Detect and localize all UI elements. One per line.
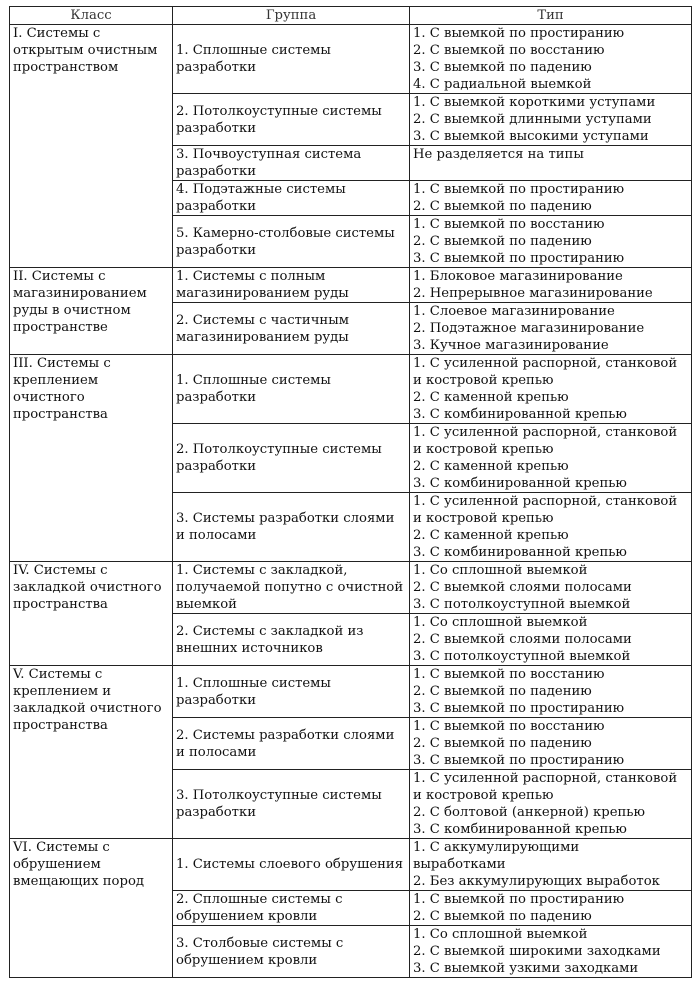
type-line: 2. С выемкой слоями полосами <box>413 632 632 647</box>
type-cell <box>410 303 692 355</box>
group-cell: 2. Системы с частичным магазинированием руды <box>173 303 410 355</box>
group-cell: 4. Подэтажные системы разработки <box>173 181 410 216</box>
group-cell: 5. Камерно-столбовые системы разработки <box>173 216 410 268</box>
type-line: 3. С выемкой по падению <box>413 60 592 75</box>
table-container <box>9 6 691 978</box>
group-cell: 1. Сплошные системы разработки <box>173 25 410 94</box>
table-body <box>10 25 692 978</box>
group-cell: 1. Системы с закладкой, получаемой попутно с очистной выемкой <box>173 562 410 614</box>
group-cell: 3. Столбовые системы с обрушением кровли <box>173 926 410 978</box>
mining-systems-table <box>9 6 692 978</box>
type-line: 2. С выемкой длинными уступами <box>413 112 652 127</box>
group-cell: 2. Потолкоуступные системы разработки <box>173 424 410 493</box>
type-line: 2. С выемкой по падению <box>413 684 592 699</box>
type-line: и костровой крепью <box>413 788 554 803</box>
type-line: 1. С выемкой по восстанию <box>413 719 605 734</box>
type-cell <box>410 562 692 614</box>
type-line: 2. С выемкой по восстанию <box>413 43 605 58</box>
class-cell: VI. Системы с обрушением вмещающих пород <box>10 839 173 978</box>
type-line: 3. С выемкой по простиранию <box>413 251 625 266</box>
type-cell <box>410 146 692 181</box>
type-line: 1. С усиленной распорной, станковой <box>413 356 678 371</box>
type-line: 3. С комбинированной крепью <box>413 476 627 491</box>
type-line: 2. С выемкой слоями полосами <box>413 580 632 595</box>
type-line: Не разделяется на типы <box>413 147 584 162</box>
group-cell: 2. Системы с закладкой из внешних источников <box>173 614 410 666</box>
type-line: 1. С выемкой по простиранию <box>413 26 625 41</box>
type-cell <box>410 839 692 891</box>
header-class: Класс <box>10 7 173 25</box>
type-line: 1. С усиленной распорной, станковой <box>413 771 678 786</box>
header-type: Тип <box>410 7 692 25</box>
type-line: 2. С выемкой по падению <box>413 736 592 751</box>
type-line: 1. Со сплошной выемкой <box>413 563 588 578</box>
group-cell: 2. Потолкоуступные системы разработки <box>173 94 410 146</box>
type-line: и костровой крепью <box>413 373 554 388</box>
class-cell: III. Системы с креплением очистного пространства <box>10 355 173 562</box>
table-row <box>10 25 692 94</box>
group-cell: 2. Системы разработки слоями и полосами <box>173 718 410 770</box>
type-line: 3. С потолкоуступной выемкой <box>413 597 631 612</box>
type-line: 3. С комбинированной крепью <box>413 822 627 837</box>
type-line: 4. С радиальной выемкой <box>413 77 592 92</box>
type-cell <box>410 94 692 146</box>
type-line: 3. С комбинированной крепью <box>413 545 627 560</box>
type-cell <box>410 355 692 424</box>
type-line: 3. С выемкой узкими заходками <box>413 961 639 976</box>
type-cell <box>410 424 692 493</box>
group-cell: 3. Системы разработки слоями и полосами <box>173 493 410 562</box>
type-line: 2. С выемкой по падению <box>413 909 592 924</box>
type-line: 1. Со сплошной выемкой <box>413 927 588 942</box>
group-cell: 1. Системы слоевого обрушения <box>173 839 410 891</box>
type-cell <box>410 770 692 839</box>
type-line: 3. С выемкой по простиранию <box>413 701 625 716</box>
type-cell <box>410 181 692 216</box>
table-row <box>10 562 692 614</box>
type-line: 2. С выемкой широкими заходками <box>413 944 661 959</box>
class-cell: II. Системы с магазинированием руды в очистном пространстве <box>10 268 173 355</box>
type-cell <box>410 493 692 562</box>
type-cell <box>410 891 692 926</box>
type-line: 1. С усиленной распорной, станковой <box>413 494 678 509</box>
type-cell <box>410 614 692 666</box>
type-line: 1. С выемкой по простиранию <box>413 892 625 907</box>
table-row <box>10 355 692 424</box>
type-line: и костровой крепью <box>413 511 554 526</box>
type-line: 1. С выемкой по восстанию <box>413 217 605 232</box>
type-line: 1. Со сплошной выемкой <box>413 615 588 630</box>
type-line: 2. С болтовой (анкерной) крепью <box>413 805 645 820</box>
type-line: 2. Подэтажное магазинирование <box>413 321 645 336</box>
type-line: 3. С потолкоуступной выемкой <box>413 649 631 664</box>
type-line: 3. С выемкой по простиранию <box>413 753 625 768</box>
type-line: 2. С каменной крепью <box>413 528 569 543</box>
type-line: 1. С усиленной распорной, станковой <box>413 425 678 440</box>
group-cell: 3. Потолкоуступные системы разработки <box>173 770 410 839</box>
group-cell: 2. Сплошные системы с обрушением кровли <box>173 891 410 926</box>
type-line: 2. С выемкой по падению <box>413 234 592 249</box>
type-line: 2. Непрерывное магазинирование <box>413 286 653 301</box>
table-row <box>10 666 692 718</box>
table-row <box>10 839 692 891</box>
type-line: 2. С выемкой по падению <box>413 199 592 214</box>
type-cell <box>410 926 692 978</box>
type-line: 2. С каменной крепью <box>413 459 569 474</box>
type-cell <box>410 268 692 303</box>
group-cell: 1. Сплошные системы разработки <box>173 666 410 718</box>
type-line: 2. Без аккумулирующих выработок <box>413 874 660 889</box>
type-line: 1. С аккумулирующими <box>413 840 580 855</box>
class-cell: IV. Системы с закладкой очистного пространства <box>10 562 173 666</box>
type-line: 1. Слоевое магазинирование <box>413 304 615 319</box>
type-line: 1. С выемкой по восстанию <box>413 667 605 682</box>
type-cell <box>410 25 692 94</box>
header-group: Группа <box>173 7 410 25</box>
type-cell <box>410 718 692 770</box>
group-cell: 1. Системы с полным магазинированием руды <box>173 268 410 303</box>
table-row <box>10 268 692 303</box>
type-line: 1. Блоковое магазинирование <box>413 269 623 284</box>
type-line: 3. С выемкой высокими уступами <box>413 129 649 144</box>
type-line: и костровой крепью <box>413 442 554 457</box>
group-cell: 3. Почвоуступная система разработки <box>173 146 410 181</box>
type-cell <box>410 216 692 268</box>
type-line: 2. С каменной крепью <box>413 390 569 405</box>
header-row <box>10 7 692 25</box>
type-line: 3. С комбинированной крепью <box>413 407 627 422</box>
type-line: 3. Кучное магазинирование <box>413 338 609 353</box>
class-cell: V. Системы с креплением и закладкой очистного пространства <box>10 666 173 839</box>
type-line: 1. С выемкой по простиранию <box>413 182 625 197</box>
group-cell: 1. Сплошные системы разработки <box>173 355 410 424</box>
type-line: 1. С выемкой короткими уступами <box>413 95 656 110</box>
type-cell <box>410 666 692 718</box>
type-line: выработками <box>413 857 506 872</box>
class-cell: I. Системы с открытым очистным пространством <box>10 25 173 268</box>
